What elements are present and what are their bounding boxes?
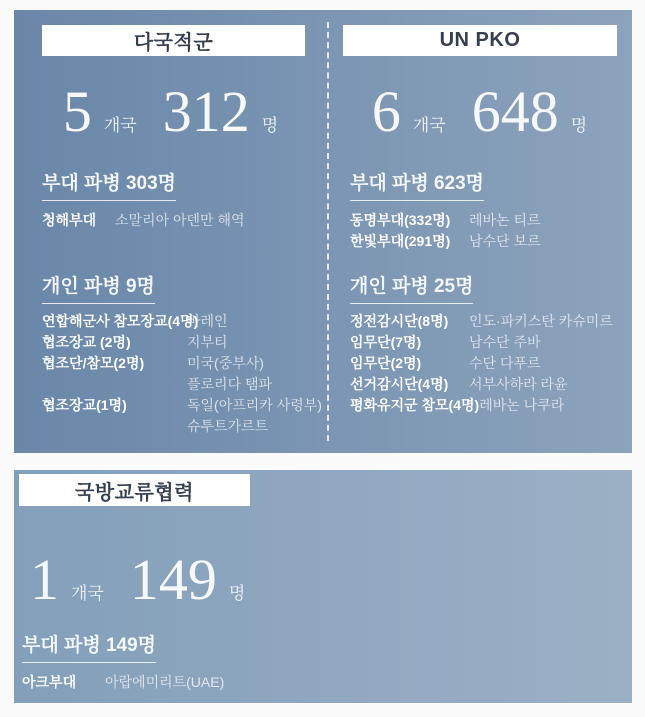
table-row: [350, 332, 626, 353]
countries-unit-label: 개국: [412, 116, 446, 135]
panel-title-defense-exchange: [19, 474, 250, 506]
unit-deployment-rows: [350, 210, 626, 252]
role-location: 독일(아프리카 사령부): [187, 397, 322, 413]
personnel-unit-label: 명: [228, 584, 246, 603]
individual-deployment-heading: 개인 파병 9명: [42, 271, 155, 304]
defense-exchange-stats: [30, 548, 245, 626]
table-row: [350, 353, 626, 374]
role-location: 플로리다 탬파: [187, 376, 273, 392]
role-name: 협조장교 (2명): [42, 334, 131, 350]
role-location: 수단 다푸르: [469, 355, 541, 371]
role-name: 정전감시단(8명): [350, 313, 449, 329]
personnel-count: 312: [162, 79, 250, 144]
panel-un-pko: [327, 10, 632, 453]
role-location: 인도·파키스탄 카슈미르: [469, 313, 613, 329]
table-row: [42, 311, 321, 332]
countries-unit-label: 개국: [103, 116, 137, 135]
role-location: 남수단 주바: [469, 334, 541, 350]
table-row: [350, 311, 626, 332]
panel-multinational: [14, 10, 327, 453]
role-location: 슈투트가르트: [187, 418, 269, 434]
table-row: [42, 210, 321, 231]
role-name: 협조장교(1명): [42, 397, 127, 413]
unit-deployment-rows: [42, 210, 321, 231]
panel-title-label: 국방교류협력: [75, 481, 194, 504]
overseas-deployment-top-block: [14, 10, 632, 453]
personnel-unit-label: 명: [570, 116, 588, 135]
table-row: [42, 395, 321, 416]
countries-count: 5: [62, 79, 92, 144]
role-name: [42, 374, 187, 395]
individual-deployment-heading: 개인 파병 25명: [350, 271, 473, 304]
role-location: 서부사하라 라윤: [469, 376, 568, 392]
unit-location: 아랍에미리트(UAE): [105, 674, 225, 690]
panel-defense-exchange: [14, 470, 632, 703]
table-row: [42, 332, 321, 353]
personnel-count: 149: [129, 547, 217, 612]
unit-deployment-heading: 부대 파병 303명: [42, 168, 176, 201]
table-row: [350, 395, 626, 416]
table-row: [42, 374, 321, 395]
unit-location: 소말리아 아덴만 해역: [115, 212, 245, 228]
role-name: [42, 416, 187, 437]
unit-deployment-heading: 부대 파병 149명: [22, 630, 156, 663]
unit-location: 남수단 보르: [469, 233, 541, 249]
unit-deployment-heading: 부대 파병 623명: [350, 168, 484, 201]
unit-name: 아크부대: [22, 674, 77, 690]
countries-unit-label: 개국: [71, 584, 104, 603]
un-pko-stats: [327, 80, 632, 158]
countries-count: 6: [371, 79, 401, 144]
table-row: [42, 416, 321, 437]
role-name: 연합해군사 참모장교(4명): [42, 313, 199, 329]
unit-deployment-rows: [22, 672, 626, 693]
role-name: 임무단(7명): [350, 334, 422, 350]
role-name: 선거감시단(4명): [350, 376, 449, 392]
individual-deployment-rows: [350, 311, 626, 416]
table-row: [350, 210, 626, 231]
panel-title-multinational: [42, 25, 305, 56]
role-location: 바레인: [187, 313, 228, 329]
role-location: 미국(중부사): [187, 355, 264, 371]
role-name: 평화유지군 참모(4명): [350, 397, 480, 413]
table-row: [22, 672, 626, 693]
countries-count: 1: [30, 547, 59, 612]
multinational-stats: [14, 80, 327, 158]
panel-title-label: UN PKO: [439, 29, 521, 51]
table-row: [350, 374, 626, 395]
table-row: [350, 231, 626, 252]
unit-name: 한빛부대(291명): [350, 233, 451, 249]
role-location: 레바논 나쿠라: [479, 397, 565, 413]
unit-name: 청해부대: [42, 212, 97, 228]
role-name: 협조단/참모(2명): [42, 355, 145, 371]
panel-title-label: 다국적군: [133, 32, 214, 54]
unit-name: 동명부대(332명): [350, 212, 451, 228]
personnel-unit-label: 명: [261, 116, 279, 135]
unit-location: 레바논 티르: [469, 212, 541, 228]
table-row: [42, 353, 321, 374]
role-location: 지부티: [187, 334, 228, 350]
personnel-count: 648: [471, 79, 559, 144]
individual-deployment-rows: [42, 311, 321, 437]
role-name: 임무단(2명): [350, 355, 422, 371]
panel-title-un-pko: [343, 25, 617, 56]
